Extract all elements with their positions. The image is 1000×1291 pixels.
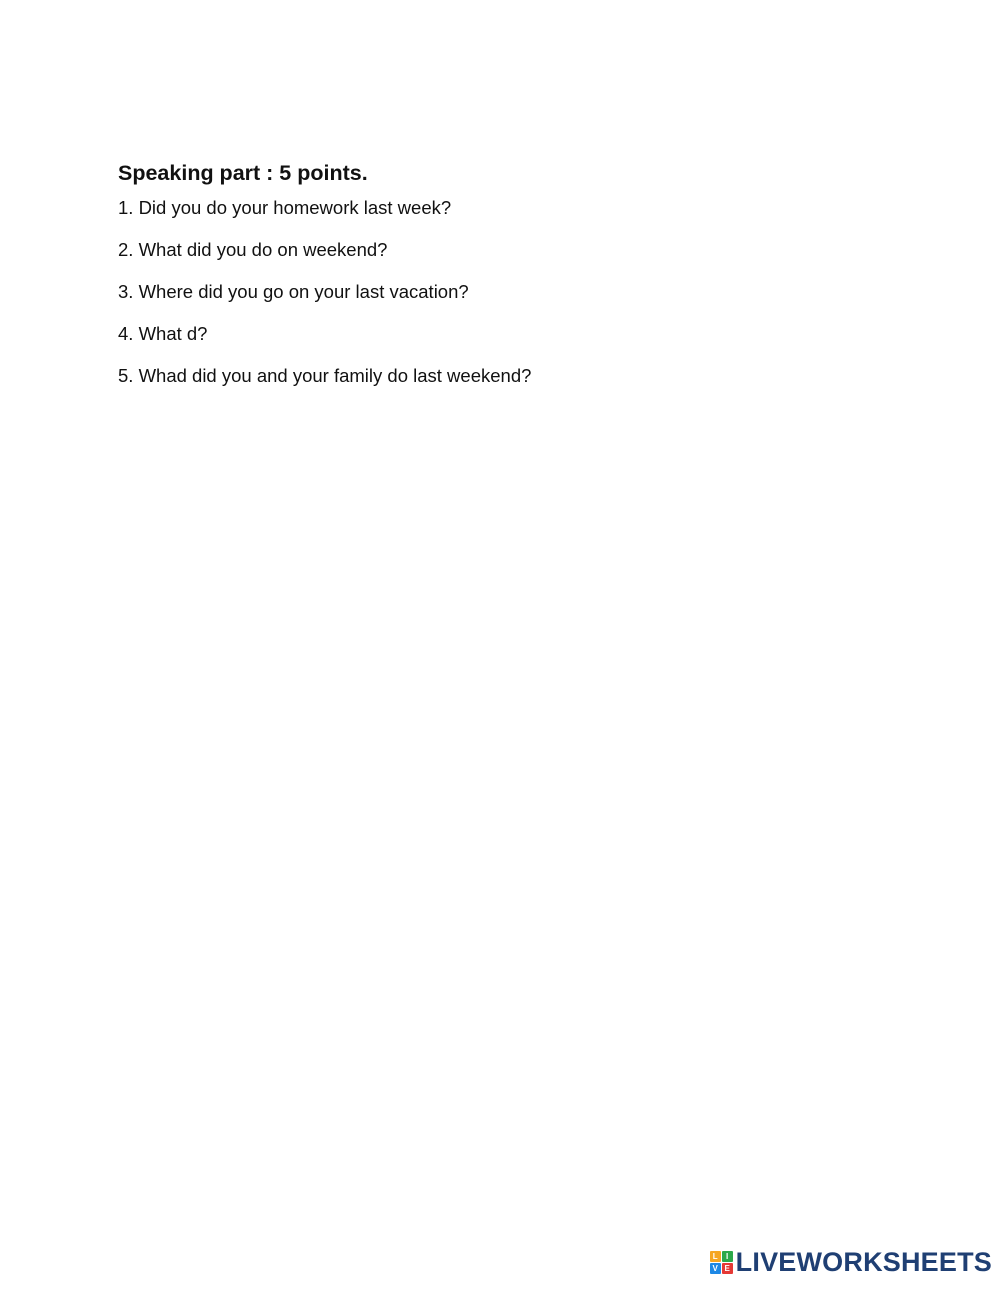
question-3: 3. Where did you go on your last vacation? — [118, 281, 469, 302]
question-1: 1. Did you do your homework last week? — [118, 197, 452, 218]
worksheet-content — [118, 158, 938, 406]
question-list — [118, 196, 938, 388]
question-4: 4. What d? — [118, 323, 208, 344]
liveworksheets-logo — [710, 1247, 992, 1277]
section-title: Speaking part : 5 points. — [118, 161, 368, 185]
logo-block-i: I — [722, 1251, 733, 1262]
logo-block-l: L — [710, 1251, 721, 1262]
logo-block-e: E — [722, 1263, 733, 1274]
logo-wordmark: LIVEWORKSHEETS — [735, 1247, 992, 1277]
live-blocks-icon — [710, 1251, 733, 1274]
question-2: 2. What did you do on weekend? — [118, 239, 388, 260]
question-5: 5. Whad did you and your family do last weekend? — [118, 365, 532, 386]
logo-block-v: V — [710, 1263, 721, 1274]
